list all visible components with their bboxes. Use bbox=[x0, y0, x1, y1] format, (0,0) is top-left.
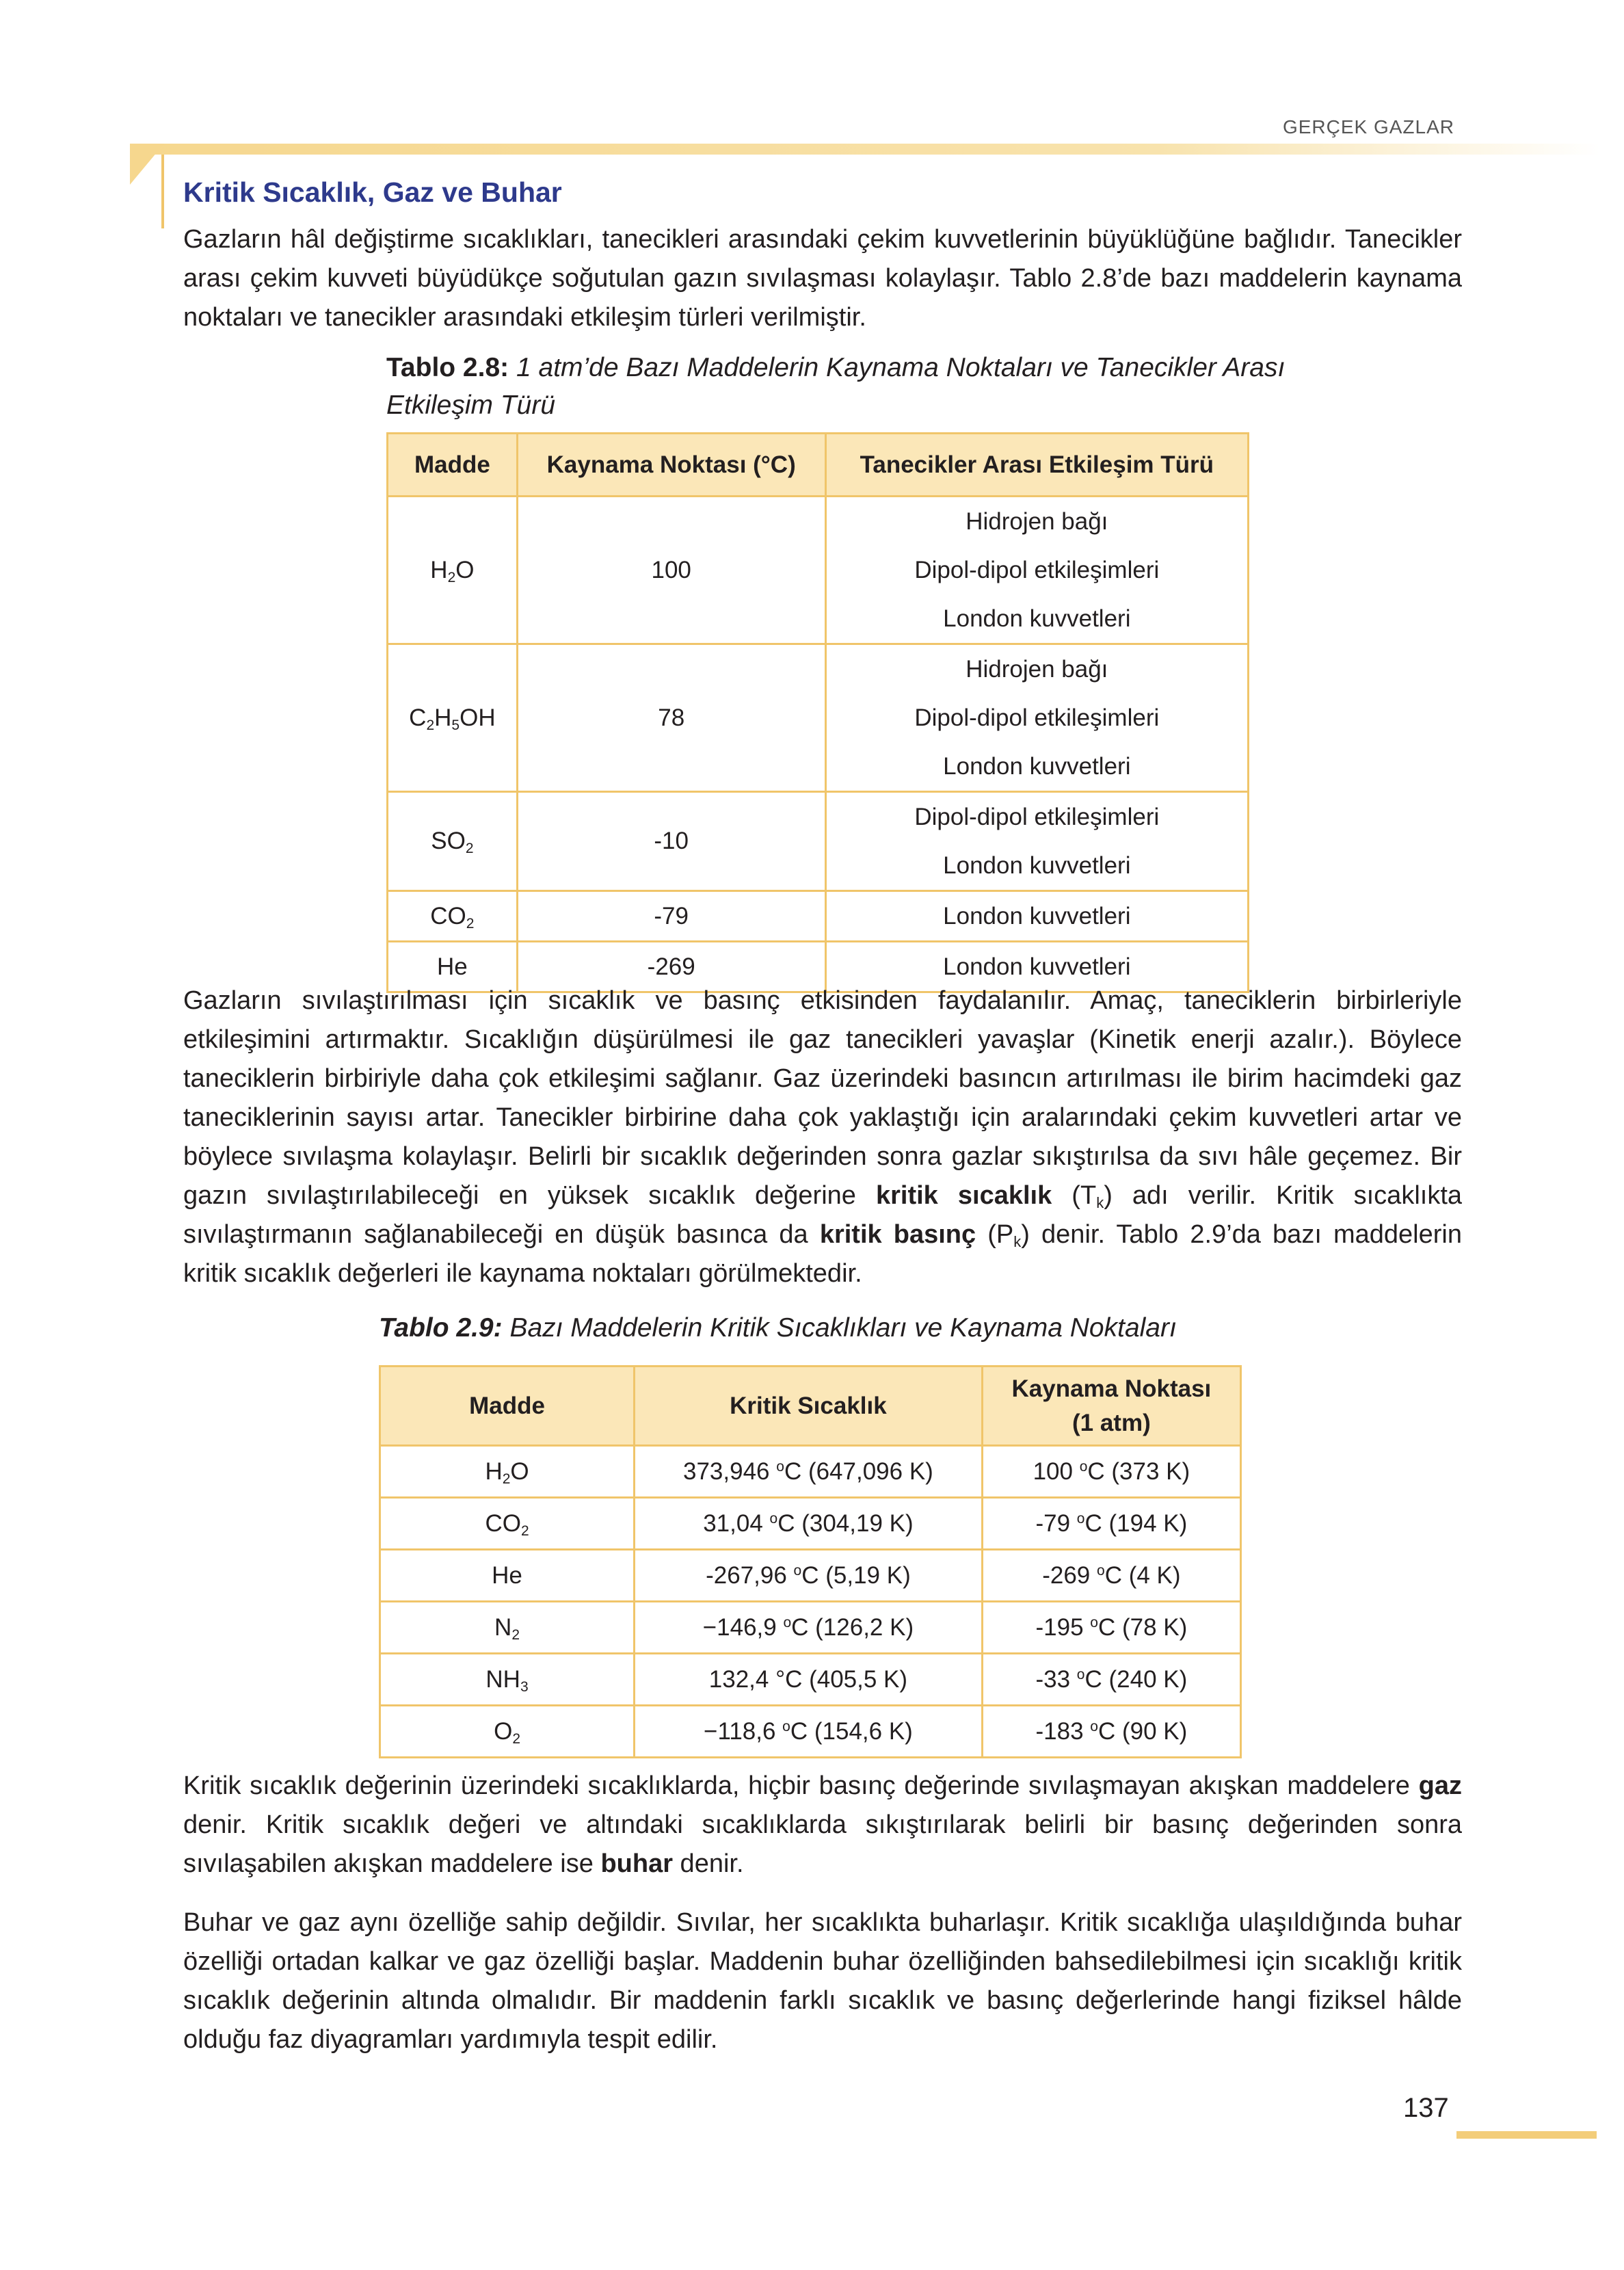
interaction-type: Hidrojen bağı bbox=[966, 656, 1108, 683]
table-1-row bbox=[388, 497, 1249, 644]
table-2-cell-kritik bbox=[635, 1498, 983, 1550]
formula-part: He bbox=[492, 1561, 522, 1589]
table-1-cell-kaynama: -269 bbox=[517, 942, 825, 992]
table-2-header-kritik: Kritik Sıcaklık bbox=[635, 1367, 983, 1446]
critical-temp-part: 373,946 bbox=[683, 1457, 777, 1485]
formula-part: O bbox=[510, 1457, 529, 1485]
critical-temp-part: C (5,19 K) bbox=[801, 1561, 911, 1589]
table-2-cell-madde bbox=[380, 1706, 635, 1758]
table-2-cell-kaynama bbox=[982, 1498, 1240, 1550]
table-2-header-kaynama bbox=[982, 1367, 1240, 1446]
paragraph-2-text-3: ) adı verilir. Kritik sıcaklıkta sıvılaştırmanın sağlanabileceği en düşük basınca da bbox=[183, 1181, 1463, 1249]
boiling-point-part: 100 bbox=[1033, 1457, 1080, 1485]
table-1 bbox=[386, 432, 1249, 993]
critical-temp-part: o bbox=[793, 1562, 802, 1579]
table-2-cell-madde bbox=[380, 1602, 635, 1654]
critical-temp-part: o bbox=[776, 1458, 784, 1475]
boiling-point-part: C (194 K) bbox=[1084, 1509, 1188, 1537]
interaction-type: London kuvvetleri bbox=[943, 753, 1131, 780]
formula-part: H bbox=[485, 1457, 503, 1485]
table-1-row bbox=[388, 792, 1249, 891]
table-2-header-kaynama-line-2: (1 atm) bbox=[1072, 1409, 1151, 1436]
boiling-point-part: C (373 K) bbox=[1087, 1457, 1190, 1485]
table-2-cell-kaynama bbox=[982, 1602, 1240, 1654]
paragraph-2-text-2: (T bbox=[1052, 1181, 1097, 1210]
interaction-type: London kuvvetleri bbox=[943, 903, 1131, 929]
formula-part: 2 bbox=[466, 915, 475, 932]
paragraph-3-text-1: Kritik sıcaklık değerinin üzerindeki sıcaklıklarda, hiçbir basınç değerinde sıvılaşmayan akışkan maddelere bbox=[183, 1771, 1419, 1800]
formula-part: SO bbox=[431, 828, 466, 854]
table-2-cell-madde bbox=[380, 1446, 635, 1498]
table-2-row bbox=[380, 1654, 1241, 1706]
interaction-type: Dipol-dipol etkileşimleri bbox=[914, 804, 1160, 830]
critical-temp-part: o bbox=[782, 1718, 790, 1734]
table-2-row bbox=[380, 1706, 1241, 1758]
section-side-line bbox=[161, 155, 164, 228]
interaction-type: Hidrojen bağı bbox=[966, 508, 1108, 535]
critical-temp-part: C (154,6 K) bbox=[790, 1717, 913, 1745]
table-1-cell-kaynama: 100 bbox=[517, 497, 825, 644]
term-buhar: buhar bbox=[600, 1849, 673, 1878]
table-1-header-kaynama: Kaynama Noktası (°C) bbox=[517, 434, 825, 497]
table-1-cell-madde bbox=[388, 644, 518, 792]
table-1-cell-etkilesim bbox=[825, 792, 1248, 891]
formula-part: 2 bbox=[511, 1626, 520, 1643]
boiling-point-part: C (90 K) bbox=[1097, 1717, 1188, 1745]
paragraph-4: Buhar ve gaz aynı özelliğe sahip değildir. Sıvılar, her sıcaklıkta buharlaşır. Kritik sıcaklığa ulaşıldığında buhar özelliği ortadan kalkar ve gaz özelliği başlar. Maddenin buhar özelliğinden bahsedilebilmesi için sıcaklığı kritik sıcaklık değerinin altında olmalıdır. Bir maddenin farklı sıcaklık ve basınç değerlerinde hangi fiziksel hâlde olduğu faz diyagramları yardımıyla tespit edilir. bbox=[183, 1908, 1462, 2054]
interaction-type: London kuvvetleri bbox=[943, 953, 1131, 980]
formula-part: 3 bbox=[520, 1678, 529, 1695]
term-gaz: gaz bbox=[1418, 1771, 1462, 1800]
table-2-cell-kritik bbox=[635, 1602, 983, 1654]
term-kritik-sicaklik: kritik sıcaklık bbox=[875, 1181, 1052, 1210]
table-2-cell-madde bbox=[380, 1654, 635, 1706]
running-head: GERÇEK GAZLAR bbox=[1282, 116, 1454, 137]
interaction-type: Dipol-dipol etkileşimleri bbox=[914, 704, 1160, 731]
formula-part: He bbox=[437, 953, 468, 980]
formula-part: 2 bbox=[502, 1470, 511, 1487]
paragraph-2-text-4: (P bbox=[976, 1220, 1014, 1249]
table-1-cell-etkilesim bbox=[825, 497, 1248, 644]
table-2-cell-kaynama bbox=[982, 1654, 1240, 1706]
table-1-cell-madde bbox=[388, 497, 518, 644]
critical-temp-part: C (304,19 K) bbox=[777, 1509, 914, 1537]
table-2-cell-kritik bbox=[635, 1550, 983, 1602]
table-2-row bbox=[380, 1446, 1241, 1498]
table-2-cell-kritik bbox=[635, 1706, 983, 1758]
boiling-point-part: C (78 K) bbox=[1097, 1613, 1188, 1641]
header-decoration-bar bbox=[130, 144, 1600, 155]
table-1-cell-kaynama: -79 bbox=[517, 891, 825, 942]
critical-temp-part: −118,6 bbox=[704, 1717, 783, 1745]
boiling-point-part: -33 bbox=[1035, 1665, 1077, 1693]
paragraph-2-text-5: ) denir. Tablo 2.9’da bazı maddelerin kritik sıcaklık değerleri ile kaynama noktaları görülmektedir. bbox=[183, 1220, 1462, 1288]
table-2-header-madde: Madde bbox=[380, 1367, 635, 1446]
table-1-header-etkilesim: Tanecikler Arası Etkileşim Türü bbox=[825, 434, 1248, 497]
boiling-point-part: -195 bbox=[1035, 1613, 1091, 1641]
interaction-type: London kuvvetleri bbox=[943, 605, 1131, 632]
table-1-caption-label: Tablo 2.8: bbox=[386, 353, 509, 382]
boiling-point-part: o bbox=[1079, 1458, 1088, 1475]
paragraph-2-text-1: Gazların sıvılaştırılması için sıcaklık ve basınç etkisinden faydalanılır. Amaç, taneciklerin birbirleriyle etkileşimini artırmaktır. Sıcaklığın düşürülmesi ile gaz tanecikleri yavaşlar (Kinetik enerji azalır.). Böylece taneciklerin birbiriyle daha çok etkileşimi sağlanır. Gaz üzerindeki basıncın artırılması ile birim hacimdeki gaz taneciklerinin sayısı artar. Tanecikler birbirine daha çok yaklaştığı için aralarındaki çekim kuvvetleri artar ve böylece sıvılaşma kolaylaşır. Belirli bir sıcaklık değerinden sonra gazlar sıkıştırılsa da sıvı hâle geçemez. Bir gazın sıvılaştırılabileceği en yüksek sıcaklık değerine bbox=[183, 986, 1462, 1210]
boiling-point-part: o bbox=[1090, 1614, 1098, 1631]
paragraph-2-sub-2: k bbox=[1013, 1233, 1022, 1250]
critical-temp-part: −146,9 bbox=[702, 1613, 784, 1641]
table-2-cell-madde bbox=[380, 1498, 635, 1550]
formula-part: C bbox=[409, 704, 427, 731]
table-2-row bbox=[380, 1602, 1241, 1654]
formula-part: CO bbox=[485, 1509, 521, 1537]
intro-paragraph: Gazların hâl değiştirme sıcaklıkları, tanecikleri arasındaki çekim kuvvetlerinin büyüklüğüne bağlıdır. Tanecikler arası çekim kuvveti büyüdükçe soğutulan gazın sıvılaşması kolaylaşır. Tablo 2.8’de bazı maddelerin kaynama noktaları ve tanecikler arasındaki etkileşim türleri verilmiştir. bbox=[183, 225, 1462, 332]
paragraph-3-text-2: denir. Kritik sıcaklık değeri ve altındaki sıcaklıklarda sıkıştırılarak belirli bir basınç değerinden sonra sıvılaşabilen akışkan maddelere ise bbox=[183, 1810, 1462, 1878]
paragraph-2-sub-1: k bbox=[1096, 1194, 1104, 1211]
boiling-point-part: -183 bbox=[1035, 1717, 1091, 1745]
formula-part: H bbox=[430, 556, 448, 583]
table-2-cell-kritik bbox=[635, 1654, 983, 1706]
formula-part: N bbox=[494, 1613, 512, 1641]
critical-temp-part: -267,96 bbox=[706, 1561, 794, 1589]
critical-temp-part: o bbox=[783, 1614, 792, 1631]
formula-part: 2 bbox=[465, 841, 474, 856]
formula-part: 2 bbox=[447, 569, 456, 585]
boiling-point-part: o bbox=[1090, 1718, 1098, 1734]
boiling-point-part: o bbox=[1076, 1666, 1085, 1682]
table-2-caption-text: Bazı Maddelerin Kritik Sıcaklıkları ve Kaynama Noktaları bbox=[509, 1313, 1177, 1343]
formula-part: 5 bbox=[451, 717, 460, 733]
table-1-cell-etkilesim bbox=[825, 891, 1248, 942]
boiling-point-part: -79 bbox=[1035, 1509, 1077, 1537]
header-decoration-corner bbox=[130, 144, 164, 185]
boiling-point-part: -269 bbox=[1042, 1561, 1097, 1589]
table-1-cell-kaynama: -10 bbox=[517, 792, 825, 891]
critical-temp-part: 132,4 °C (405,5 K) bbox=[708, 1665, 908, 1693]
formula-part: OH bbox=[460, 704, 496, 731]
table-2-cell-kaynama bbox=[982, 1446, 1240, 1498]
formula-part: 2 bbox=[426, 717, 435, 733]
formula-part: O bbox=[455, 556, 475, 583]
table-1-row bbox=[388, 644, 1249, 792]
table-2-cell-kaynama bbox=[982, 1550, 1240, 1602]
page-number-bar bbox=[1456, 2131, 1597, 2139]
formula-part: O bbox=[494, 1717, 513, 1745]
term-kritik-basinc: kritik basınç bbox=[819, 1220, 976, 1249]
table-2-row bbox=[380, 1498, 1241, 1550]
boiling-point-part: o bbox=[1076, 1510, 1085, 1527]
paragraph-3-text-3: denir. bbox=[673, 1849, 744, 1878]
section-title: Kritik Sıcaklık, Gaz ve Buhar bbox=[183, 176, 562, 208]
table-1-cell-etkilesim bbox=[825, 644, 1248, 792]
interaction-type: Dipol-dipol etkileşimleri bbox=[914, 557, 1160, 583]
table-1-cell-kaynama: 78 bbox=[517, 644, 825, 792]
table-1-header-madde: Madde bbox=[388, 434, 518, 497]
formula-part: 2 bbox=[520, 1522, 529, 1539]
paragraph-2 bbox=[183, 981, 1462, 1293]
page-number: 137 bbox=[1403, 2093, 1449, 2123]
table-1-cell-madde bbox=[388, 891, 518, 942]
boiling-point-part: C (240 K) bbox=[1084, 1665, 1188, 1693]
table-2 bbox=[379, 1365, 1242, 1758]
table-1-row bbox=[388, 891, 1249, 942]
table-1-cell-madde bbox=[388, 792, 518, 891]
interaction-type: London kuvvetleri bbox=[943, 852, 1131, 879]
table-2-caption-label: Tablo 2.9: bbox=[379, 1313, 503, 1343]
critical-temp-part: 31,04 bbox=[703, 1509, 770, 1537]
paragraph-3 bbox=[183, 1767, 1462, 1884]
formula-part: H bbox=[434, 704, 452, 731]
critical-temp-part: o bbox=[769, 1510, 778, 1527]
critical-temp-part: C (647,096 K) bbox=[784, 1457, 933, 1485]
formula-part: NH bbox=[485, 1665, 520, 1693]
table-2-header-kaynama-line-1: Kaynama Noktası bbox=[1011, 1375, 1212, 1402]
boiling-point-part: o bbox=[1097, 1562, 1105, 1579]
formula-part: CO bbox=[430, 902, 466, 929]
table-1-caption bbox=[386, 349, 1344, 424]
boiling-point-part: C (4 K) bbox=[1104, 1561, 1181, 1589]
table-2-cell-kaynama bbox=[982, 1706, 1240, 1758]
table-2-cell-madde bbox=[380, 1550, 635, 1602]
formula-part: 2 bbox=[512, 1730, 520, 1747]
critical-temp-part: C (126,2 K) bbox=[791, 1613, 914, 1641]
table-2-row bbox=[380, 1550, 1241, 1602]
table-2-caption bbox=[379, 1309, 1336, 1347]
table-1-caption-text: 1 atm’de Bazı Maddelerin Kaynama Noktaları ve Tanecikler Arası Etkileşim Türü bbox=[386, 353, 1286, 420]
table-2-cell-kritik bbox=[635, 1446, 983, 1498]
